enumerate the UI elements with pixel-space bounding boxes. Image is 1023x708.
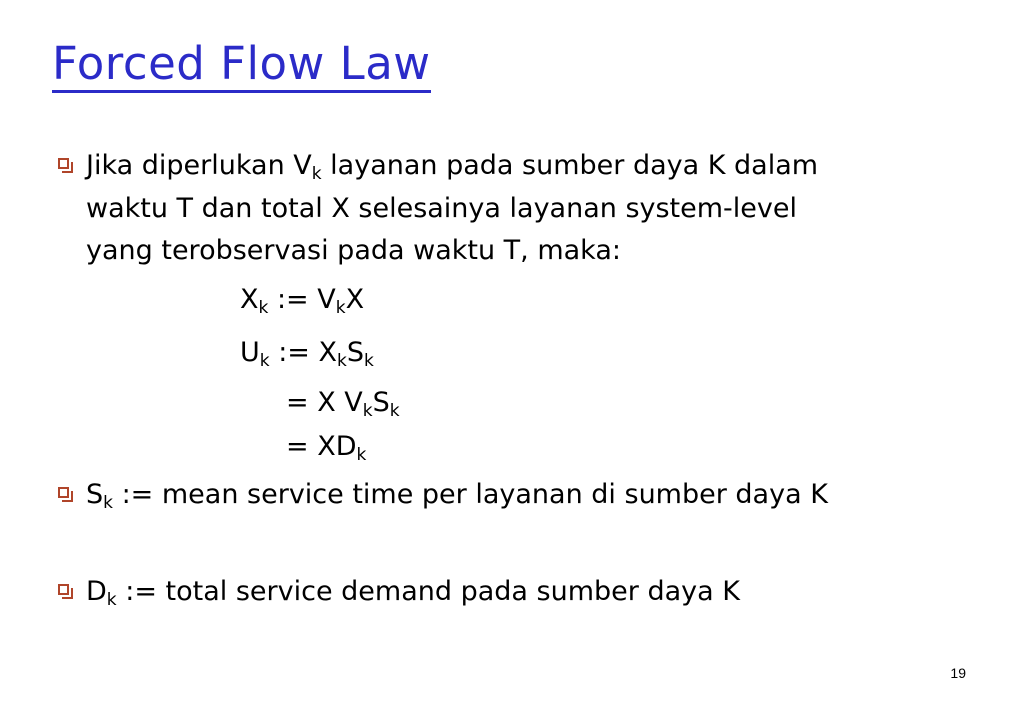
subscript: k (259, 351, 270, 371)
text: := X (269, 337, 338, 368)
text: U (240, 337, 260, 368)
bullet-1-line-1 (86, 147, 818, 185)
subscript: k (356, 445, 367, 465)
text: := V (268, 284, 336, 315)
text: := total service demand pada sumber daya K (116, 576, 740, 607)
text: Jika diperlukan V (86, 150, 312, 181)
bullet-1-line-2: waktu T dan total X selesainya layanan system-level (86, 193, 798, 224)
text: X (240, 284, 259, 315)
bullet-square-icon (58, 584, 69, 595)
equation-3 (286, 384, 400, 422)
text: S (86, 479, 104, 510)
bullet-1-line-3: yang terobservasi pada waktu T, maka: (86, 235, 621, 266)
text: = X V (286, 387, 363, 418)
text: S (346, 337, 365, 368)
bullet-2 (86, 476, 828, 514)
bullet-square-icon (58, 487, 69, 498)
bullet-square-icon (58, 158, 69, 169)
text: = XD (286, 431, 357, 462)
bullet-3 (86, 573, 740, 611)
subscript: k (106, 590, 117, 610)
slide-title: Forced Flow Law (52, 38, 431, 93)
subscript: k (311, 164, 322, 184)
subscript: k (258, 298, 269, 318)
subscript: k (103, 493, 113, 513)
text: := mean service time per layanan di sumber daya K (113, 479, 828, 510)
equation-4 (286, 428, 366, 466)
page-number: 19 (950, 665, 966, 681)
text: layanan pada sumber daya K dalam (321, 150, 819, 181)
subscript: k (335, 298, 346, 318)
equation-1 (240, 281, 364, 319)
subscript: k (389, 401, 400, 421)
subscript: k (364, 351, 374, 371)
subscript: k (337, 351, 347, 371)
subscript: k (362, 401, 373, 421)
text: S (372, 387, 390, 418)
text: D (86, 576, 107, 607)
text: X (345, 284, 365, 315)
equation-2 (240, 334, 374, 372)
